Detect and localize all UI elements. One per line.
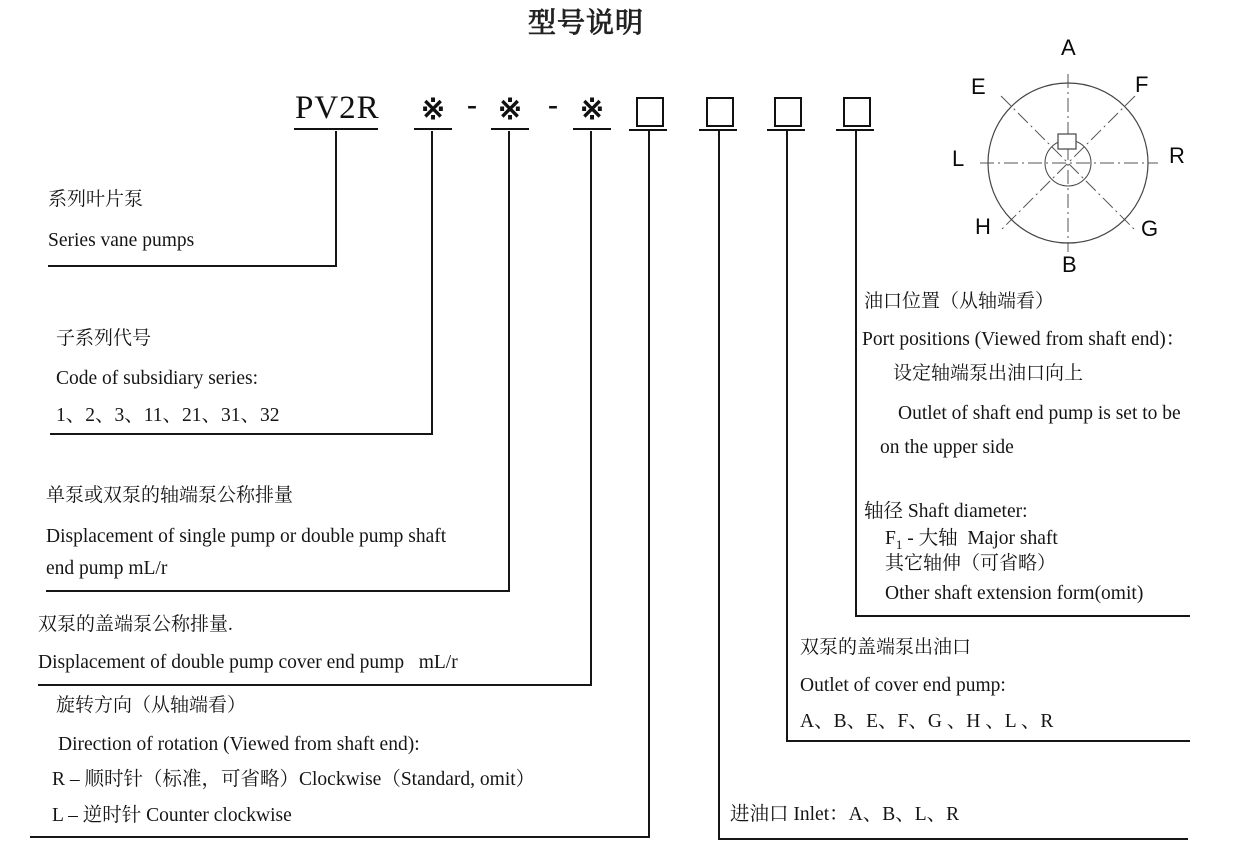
underline-symbol-1	[414, 128, 452, 130]
underline-symbol-2	[491, 128, 529, 130]
code-symbol-1: ※	[420, 94, 446, 126]
shaft-diameter-f1-sub: 1	[895, 536, 903, 552]
port-positions-label-zh: 油口位置（从轴端看）	[864, 291, 1055, 312]
underline-prefix	[294, 128, 378, 130]
port-label-e: E	[971, 74, 986, 99]
cover-outlet-codes: A、B、E、F、G 、H 、L 、R	[800, 711, 1054, 732]
shaft-diameter-other-zh: 其它轴伸（可省略）	[885, 553, 1057, 574]
subsidiary-label-en: Code of subsidiary series:	[56, 368, 259, 389]
port-label-g: G	[1141, 216, 1159, 241]
port-positions-note-zh: 设定轴端泵出油口向上	[893, 363, 1084, 384]
shaft-diameter-other-en: Other shaft extension form(omit)	[885, 583, 1144, 604]
rotation-label-en: Direction of rotation (Viewed from shaft end):	[58, 734, 420, 755]
code-symbol-2: ※	[497, 94, 523, 126]
subsidiary-label-zh: 子系列代号	[56, 328, 152, 349]
shaft-displacement-label-zh: 单泵或双泵的轴端泵公称排量	[46, 485, 294, 506]
inlet-label: 进油口 Inlet：A、B、L、R	[730, 804, 960, 825]
shaft-diameter-f1-desc: - 大轴 Major shaft	[907, 528, 1058, 549]
port-label-r: R	[1169, 143, 1185, 168]
series-label-zh: 系列叶片泵	[48, 189, 144, 210]
code-box-2	[706, 97, 734, 127]
shaft-diameter-f1-base: F	[885, 528, 896, 549]
code-box-3	[774, 97, 802, 127]
cover-outlet-label-zh: 双泵的盖端泵出油口	[800, 637, 972, 658]
rotation-label-zh: 旋转方向（从轴端看）	[56, 695, 247, 716]
code-symbol-3: ※	[579, 94, 605, 126]
port-label-a: A	[1061, 35, 1076, 60]
cover-displacement-label-en: Displacement of double pump cover end pump mL/r	[38, 652, 458, 673]
cover-outlet-label-en: Outlet of cover end pump:	[800, 675, 1006, 696]
model-code-prefix: PV2R	[295, 90, 380, 126]
page-title: 型号说明	[528, 7, 645, 38]
subsidiary-codes: 1、2、3、11、21、31、32	[56, 405, 280, 426]
port-positions-note-en1: Outlet of shaft end pump is set to be	[898, 403, 1181, 424]
port-label-l: L	[952, 146, 965, 171]
shaft-displacement-label-en2: end pump mL/r	[46, 558, 168, 579]
series-label-en: Series vane pumps	[48, 230, 195, 251]
code-separator-2: -	[548, 88, 558, 121]
shaft-diameter-title: 轴径 Shaft diameter:	[864, 501, 1028, 522]
keyway-square	[1058, 134, 1076, 149]
code-box-1	[636, 97, 664, 127]
shaft-diameter-f1-line	[885, 528, 1058, 552]
port-label-h: H	[975, 214, 991, 239]
underline-symbol-3	[573, 128, 611, 130]
rotation-option-clockwise: R – 顺时针（标准，可省略）Clockwise（Standard, omit）	[52, 769, 536, 790]
code-separator-1: -	[467, 88, 477, 121]
port-label-f: F	[1135, 72, 1149, 97]
shaft-displacement-label-en1: Displacement of single pump or double pump shaft	[46, 526, 447, 547]
port-label-b: B	[1062, 252, 1077, 277]
port-positions-note-en2: on the upper side	[880, 437, 1014, 458]
cover-displacement-label-zh: 双泵的盖端泵公称排量.	[38, 614, 233, 635]
code-box-4	[843, 97, 871, 127]
port-position-diagram	[930, 28, 1206, 276]
port-positions-label-en: Port positions (Viewed from shaft end)：	[862, 329, 1186, 350]
rotation-option-counter-clockwise: L – 逆时针 Counter clockwise	[52, 805, 292, 826]
